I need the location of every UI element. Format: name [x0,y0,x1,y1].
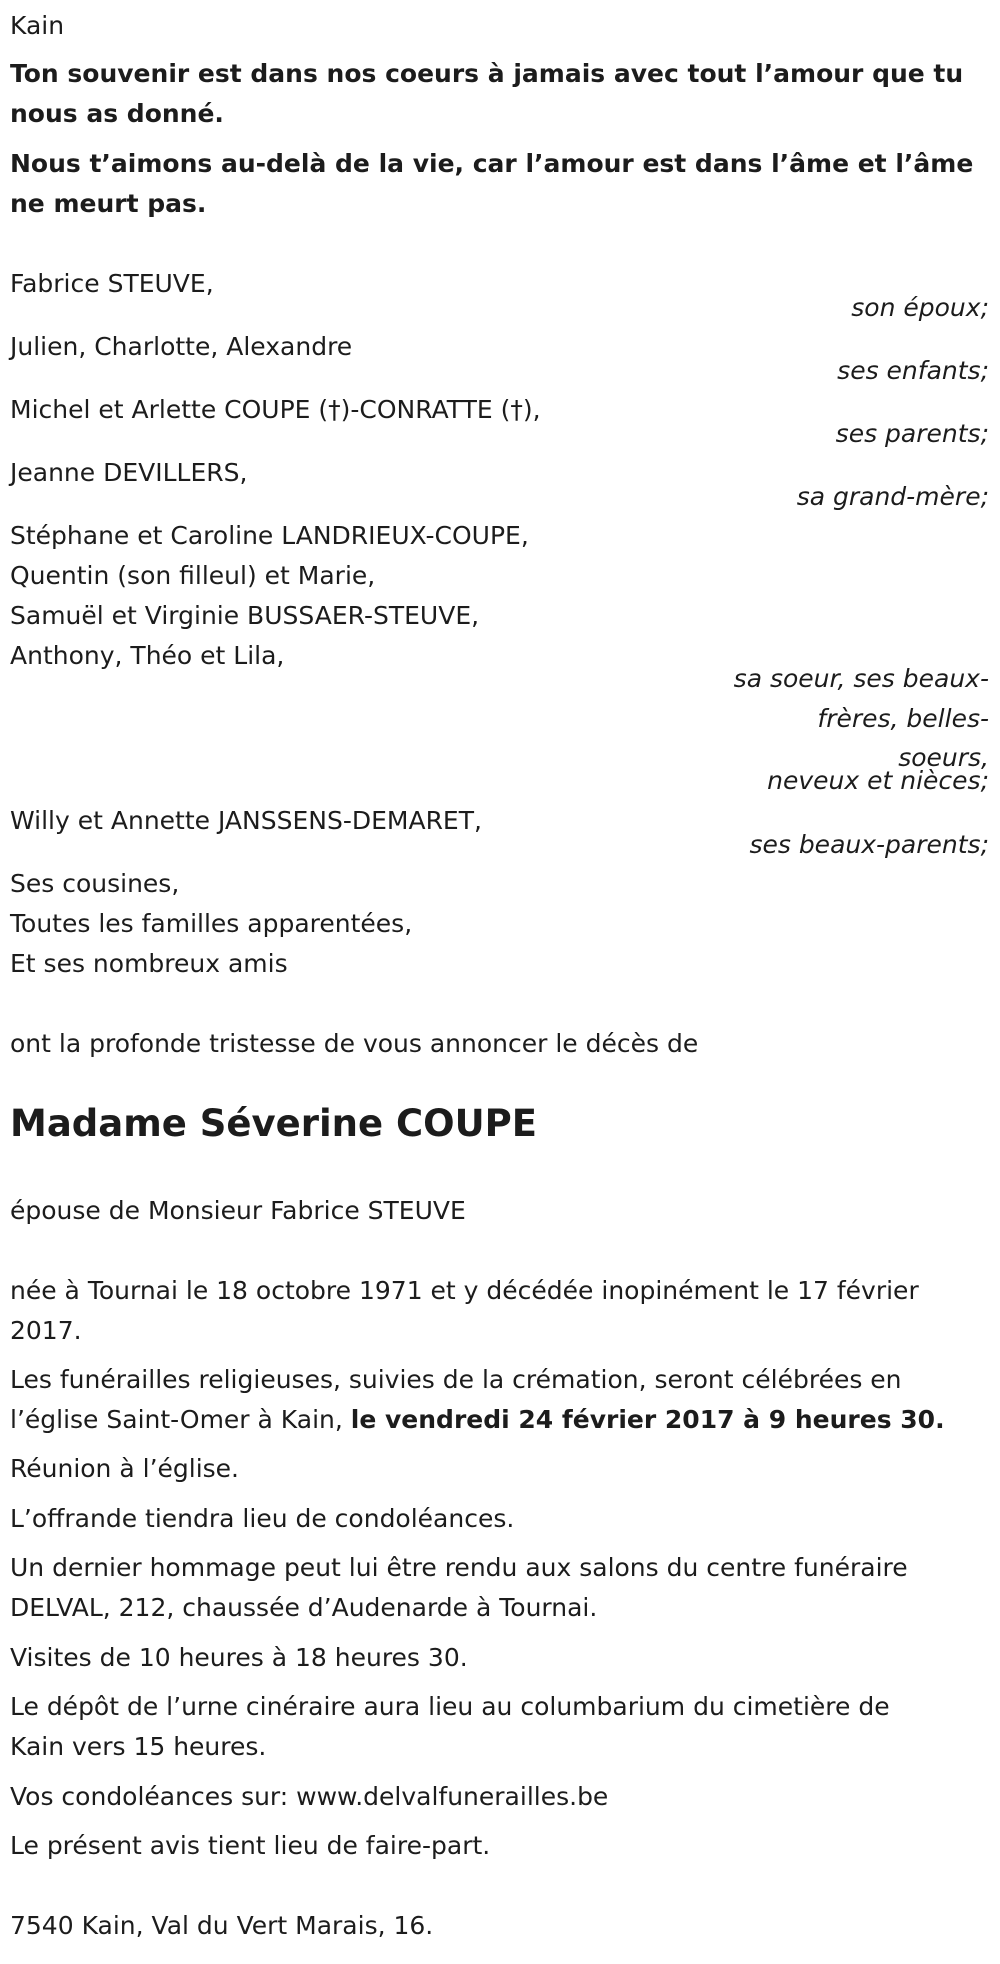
address-line: 7540 Kain, Val du Vert Marais, 16. [10,1911,434,1940]
quote-2-line-2: ne meurt pas. [10,189,207,218]
spouse-line: épouse de Monsieur Fabrice STEUVE [10,1196,466,1225]
siblings-line-2: Quentin (son filleul) et Marie, [10,561,376,590]
inlaws-names: Willy et Annette JANSSENS-DEMARET, [10,806,482,835]
grandmother-role: sa grand-mère; [796,482,989,511]
offering-line: L’offrande tiendra lieu de condoléances. [10,1504,515,1533]
funeral-line-2 [10,1400,945,1440]
siblings-role-line-2: frères, belles- [817,704,989,733]
children-names: Julien, Charlotte, Alexandre [10,332,353,361]
tribute-line-2: DELVAL, 212, chaussée d’Audenarde à Tournai. [10,1593,598,1622]
siblings-line-4: Anthony, Théo et Lila, [10,641,285,670]
condolences-line [10,1777,608,1817]
birth-death-line-1: née à Tournai le 18 octobre 1971 et y décédée inopinément le 17 février [10,1276,919,1305]
condolences-link[interactable]: www.delvalfunerailles.be [296,1782,609,1811]
inlaws-role: ses beaux-parents; [749,830,989,859]
siblings-role-line-4: neveux et nièces; [767,766,989,795]
birth-death-line-2: 2017. [10,1316,82,1345]
funeral-line-1: Les funérailles religieuses, suivies de la crémation, seront célébrées en [10,1365,902,1394]
visits-line: Visites de 10 heures à 18 heures 30. [10,1643,468,1672]
quote-2-line-1: Nous t’aimons au-delà de la vie, car l’amour est dans l’âme et l’âme [10,149,974,178]
quote-1-line-2: nous as donné. [10,99,224,128]
announcement-intro: ont la profonde tristesse de vous annoncer le décès de [10,1029,699,1058]
funeral-date-time: le vendredi 24 février 2017 à 9 heures 30. [350,1405,945,1434]
urn-line-1: Le dépôt de l’urne cinéraire aura lieu au columbarium du cimetière de [10,1692,890,1721]
notice-line: Le présent avis tient lieu de faire-part. [10,1831,491,1860]
husband-name: Fabrice STEUVE, [10,269,214,298]
others-line-1: Ses cousines, [10,869,180,898]
condolences-label: Vos condoléances sur: [10,1782,289,1811]
quote-1-line-1: Ton souvenir est dans nos coeurs à jamais avec tout l’amour que tu [10,59,964,88]
siblings-line-3: Samuël et Virginie BUSSAER-STEUVE, [10,601,480,630]
urn-line-2: Kain vers 15 heures. [10,1732,267,1761]
children-role: ses enfants; [837,356,989,385]
parents-names: Michel et Arlette COUPE (†)-CONRATTE (†), [10,395,541,424]
funeral-church: l’église Saint-Omer à Kain, [10,1405,343,1434]
others-line-3: Et ses nombreux amis [10,949,288,978]
grandmother-name: Jeanne DEVILLERS, [10,458,248,487]
deceased-name: Madame Séverine COUPE [10,1102,538,1145]
others-line-2: Toutes les familles apparentées, [10,909,413,938]
siblings-role-line-3: soeurs, [898,743,989,772]
siblings-line-1: Stéphane et Caroline LANDRIEUX-COUPE, [10,521,529,550]
husband-role: son époux; [851,293,989,322]
location-heading: Kain [10,11,65,40]
parents-role: ses parents; [835,419,989,448]
tribute-line-1: Un dernier hommage peut lui être rendu aux salons du centre funéraire [10,1553,908,1582]
siblings-role-line-1: sa soeur, ses beaux- [733,664,989,693]
reunion-line: Réunion à l’église. [10,1454,240,1483]
